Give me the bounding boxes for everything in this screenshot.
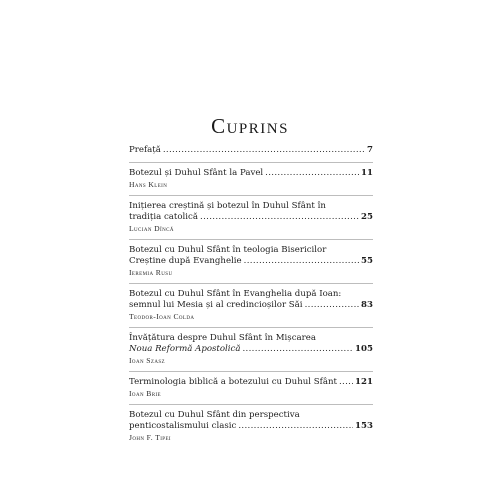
toc-entry-author: Ieremia Rusu: [129, 268, 173, 277]
table-of-contents: [129, 145, 373, 448]
dot-leader: [242, 344, 353, 355]
toc-entry-title: Botezul cu Duhul Sfânt din perspectiva: [129, 410, 300, 420]
dot-leader: [339, 377, 353, 388]
dot-leader: [305, 300, 359, 311]
toc-entry-line: [129, 256, 373, 267]
toc-entry-author: Lucian Dîncă: [129, 224, 174, 233]
toc-entry-title: Terminologia biblică a botezului cu Duhul Sfânt: [129, 377, 337, 387]
toc-entry-author: Hans Klein: [129, 180, 168, 189]
toc-page-number: 55: [361, 256, 373, 266]
toc-entry-line: [129, 421, 373, 432]
toc-page-number: 7: [367, 145, 373, 155]
toc-entry: [129, 327, 373, 371]
toc-entry-line: [129, 377, 373, 388]
toc-entry-author: Ioan Brie: [129, 389, 161, 398]
toc-entry-author: Ioan Szasz: [129, 356, 165, 365]
toc-entry-line: [129, 168, 373, 179]
dot-leader: [244, 256, 359, 267]
toc-entry-line: [129, 145, 373, 156]
toc-entry-title: Învățătura despre Duhul Sfânt în Mișcarea: [129, 333, 316, 343]
toc-entry-title: Prefață: [129, 145, 161, 155]
toc-entry-title-cont: tradiția catolică: [129, 212, 198, 222]
toc-entry: [129, 371, 373, 404]
toc-entry-title-cont: Noua Reformă Apostolică: [129, 344, 241, 354]
toc-entry-title-cont: Creștine după Evanghelie: [129, 256, 242, 266]
toc-entry-author: Teodor-Ioan Colda: [129, 312, 195, 321]
toc-entry: [129, 283, 373, 327]
toc-entry-author: John F. Tipei: [129, 433, 171, 442]
toc-entry-line: [129, 344, 373, 355]
toc-page-number: 25: [361, 212, 373, 222]
toc-entry-title: Inițierea creștină și botezul în Duhul Sfânt în: [129, 201, 326, 211]
toc-entry-title: Botezul și Duhul Sfânt la Pavel: [129, 168, 264, 178]
dot-leader: [238, 421, 353, 432]
toc-entry-line: [129, 212, 373, 223]
toc-entry-title-cont: penticostalismului clasic: [129, 421, 237, 431]
page-title: Cuprins: [211, 114, 289, 138]
toc-page-number: 153: [355, 421, 373, 431]
dot-leader: [265, 168, 359, 179]
toc-page-number: 105: [355, 344, 373, 354]
toc-entry-title-cont: semnul lui Mesia și al credincioșilor Săi: [129, 300, 303, 310]
toc-page-number: 83: [361, 300, 373, 310]
toc-page-number: 11: [361, 168, 373, 178]
toc-entry: [129, 404, 373, 448]
toc-entry-prefata: [129, 145, 373, 162]
toc-entry-line: [129, 300, 373, 311]
toc-entry-title: Botezul cu Duhul Sfânt în Evanghelia după Ioan:: [129, 289, 342, 299]
toc-entry: [129, 195, 373, 239]
dot-leader: [200, 212, 359, 223]
dot-leader: [163, 145, 365, 156]
toc-entry: [129, 162, 373, 195]
toc-page-number: 121: [355, 377, 373, 387]
toc-entry: [129, 239, 373, 283]
toc-entry-title: Botezul cu Duhul Sfânt în teologia Bisericilor: [129, 245, 327, 255]
